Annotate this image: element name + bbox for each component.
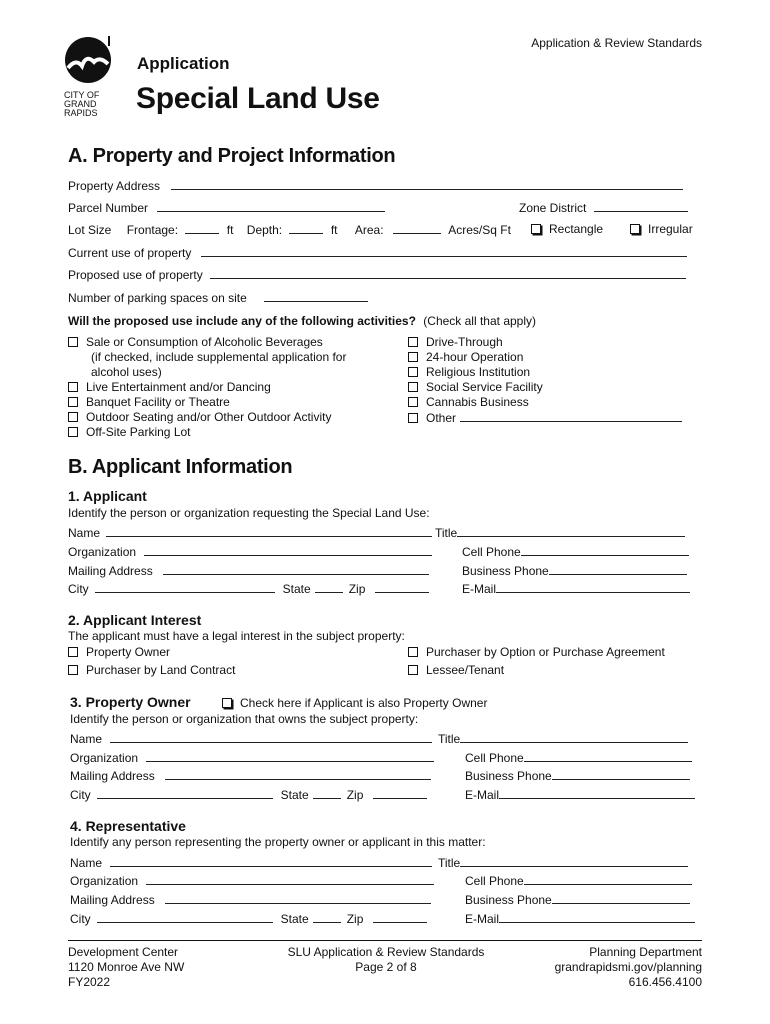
interest-land-contract: Purchaser by Land Contract [86, 663, 236, 677]
owner-title: 3. Property Owner [70, 694, 191, 710]
applicant-mailing-label: Mailing Address [68, 564, 153, 578]
other-input[interactable] [460, 410, 682, 422]
rep-cell-label: Cell Phone [465, 874, 524, 888]
activity-religious: Religious Institution [426, 365, 531, 379]
rep-business-label: Business Phone [465, 893, 552, 907]
property-owner-checkbox[interactable] [68, 647, 78, 657]
area-input[interactable] [393, 222, 441, 234]
section-a-title: A. Property and Project Information [68, 145, 396, 167]
owner-same-label: Check here if Applicant is also Property Owner [240, 696, 488, 710]
footer-divider [68, 940, 702, 941]
applicant-zip-input[interactable] [375, 581, 429, 593]
rep-org-label: Organization [70, 874, 139, 888]
rectangle-label: Rectangle [549, 222, 604, 236]
rep-org-input[interactable] [146, 873, 434, 885]
rep-mailing-label: Mailing Address [70, 893, 155, 907]
parcel-number-label: Parcel Number [68, 201, 149, 215]
owner-same-checkbox[interactable] [222, 698, 232, 708]
alcohol-checkbox[interactable] [68, 337, 78, 347]
interest-purchaser-option: Purchaser by Option or Purchase Agreement [426, 645, 665, 659]
frontage-input[interactable] [185, 222, 219, 234]
applicant-name-label: Name [68, 526, 101, 540]
activity-alcohol: Sale or Consumption of Alcoholic Beverages [86, 335, 323, 349]
applicant-email-input[interactable] [496, 581, 690, 593]
owner-desc: Identify the person or organization that owns the subject property: [70, 712, 419, 726]
owner-org-label: Organization [70, 751, 139, 765]
rep-business-input[interactable] [552, 892, 690, 904]
applicant-name-input[interactable] [106, 525, 432, 537]
page-title: Special Land Use [136, 82, 380, 115]
area-label: Area: [354, 223, 384, 237]
left-activities-list [68, 335, 346, 440]
owner-title-label: Title [438, 732, 461, 746]
proposed-use-label: Proposed use of property [68, 268, 203, 282]
owner-mailing-input[interactable] [165, 768, 431, 780]
applicant-zip-label: Zip [348, 582, 366, 596]
footer-right-2: grandrapidsmi.gov/planning [554, 960, 702, 974]
parcel-number-input[interactable] [157, 200, 385, 212]
rep-title: 4. Representative [70, 818, 186, 834]
activity-other: Other [426, 411, 457, 425]
applicant-state-input[interactable] [315, 581, 343, 593]
applicant-desc: Identify the person or organization requesting the Special Land Use: [68, 506, 430, 520]
activity-outdoor-seating: Outdoor Seating and/or Other Outdoor Activity [86, 410, 332, 424]
rep-desc: Identify any person representing the property owner or applicant in this matter: [70, 835, 486, 849]
rep-city-input[interactable] [97, 911, 273, 923]
activity-alcohol-note-1: (if checked, include supplemental application for [91, 350, 347, 364]
drive-through-checkbox[interactable] [408, 337, 418, 347]
frontage-unit: ft [226, 223, 234, 237]
owner-cell-label: Cell Phone [465, 751, 524, 765]
applicant-title-input[interactable] [457, 525, 685, 537]
owner-zip-input[interactable] [373, 787, 427, 799]
proposed-use-input[interactable] [210, 267, 686, 279]
owner-email-label: E-Mail [465, 788, 500, 802]
section-b-title: B. Applicant Information [68, 456, 293, 478]
applicant-org-label: Organization [68, 545, 137, 559]
social-service-checkbox[interactable] [408, 382, 418, 392]
interest-property-owner: Property Owner [86, 645, 171, 659]
owner-state-input[interactable] [313, 787, 341, 799]
owner-business-label: Business Phone [465, 769, 552, 783]
page-kicker: Application [137, 54, 230, 73]
irregular-label: Irregular [648, 222, 693, 236]
applicant-cell-label: Cell Phone [462, 545, 521, 559]
right-activities-list [408, 335, 682, 425]
applicant-org-input[interactable] [144, 544, 432, 556]
property-address-label: Property Address [68, 179, 161, 193]
footer-left-1: Development Center [68, 945, 179, 959]
logo-text-3: RAPIDS [64, 108, 98, 118]
footer-left [68, 945, 184, 990]
owner-name-label: Name [70, 732, 103, 746]
irregular-checkbox[interactable] [630, 224, 640, 234]
footer-left-3: FY2022 [68, 975, 111, 989]
footer-right-1: Planning Department [589, 945, 702, 959]
purchaser-option-checkbox[interactable] [408, 647, 418, 657]
outdoor-seating-checkbox[interactable] [68, 412, 78, 422]
applicant-city-label: City [68, 582, 89, 596]
rep-mailing-input[interactable] [165, 892, 431, 904]
owner-zip-label: Zip [346, 788, 364, 802]
rep-city-label: City [70, 912, 91, 926]
city-logo [64, 36, 114, 118]
depth-unit: ft [330, 223, 338, 237]
cannabis-checkbox[interactable] [408, 397, 418, 407]
applicant-mailing-input[interactable] [163, 563, 429, 575]
top-right-label: Application & Review Standards [531, 36, 702, 50]
offsite-parking-checkbox[interactable] [68, 427, 78, 437]
property-address-input[interactable] [171, 178, 683, 190]
applicant-title: 1. Applicant [68, 488, 147, 504]
owner-business-input[interactable] [552, 768, 690, 780]
applicant-business-input[interactable] [549, 563, 687, 575]
acres-label: Acres/Sq Ft [448, 223, 511, 237]
owner-email-input[interactable] [499, 787, 695, 799]
live-entertainment-checkbox[interactable] [68, 382, 78, 392]
land-contract-checkbox[interactable] [68, 665, 78, 675]
interest-lessee: Lessee/Tenant [426, 663, 505, 677]
rep-title-input[interactable] [460, 855, 688, 867]
rep-name-label: Name [70, 856, 103, 870]
footer-center-2: Page 2 of 8 [355, 960, 417, 974]
owner-title-input[interactable] [460, 731, 688, 743]
activity-offsite-parking: Off-Site Parking Lot [86, 425, 191, 439]
parking-label: Number of parking spaces on site [68, 291, 247, 305]
activity-alcohol-note-2: alcohol uses) [91, 365, 162, 379]
frontage-label: Frontage: [126, 223, 179, 237]
depth-input[interactable] [289, 222, 323, 234]
owner-mailing-label: Mailing Address [70, 769, 155, 783]
owner-cell-input[interactable] [524, 750, 692, 762]
activities-hint: (Check all that apply) [423, 314, 536, 328]
lessee-checkbox[interactable] [408, 665, 418, 675]
parking-input[interactable] [264, 290, 368, 302]
interest-title: 2. Applicant Interest [68, 612, 202, 628]
activity-drive-through: Drive-Through [426, 335, 503, 349]
rep-state-label: State [280, 912, 309, 926]
rep-state-input[interactable] [313, 911, 341, 923]
applicant-email-label: E-Mail [462, 582, 497, 596]
activity-24-hour: 24-hour Operation [426, 350, 524, 364]
zone-district-label: Zone District [519, 201, 587, 215]
banquet-checkbox[interactable] [68, 397, 78, 407]
rep-email-label: E-Mail [465, 912, 500, 926]
rep-email-input[interactable] [499, 911, 695, 923]
rectangle-checkbox[interactable] [531, 224, 541, 234]
zone-district-input[interactable] [594, 200, 688, 212]
lot-size-label: Lot Size [68, 223, 112, 237]
activity-cannabis: Cannabis Business [426, 395, 529, 409]
current-use-input[interactable] [201, 245, 687, 257]
activities-question: Will the proposed use include any of the following activities? [68, 314, 416, 328]
rep-cell-input[interactable] [524, 873, 692, 885]
applicant-cell-input[interactable] [521, 544, 689, 556]
owner-state-label: State [280, 788, 309, 802]
footer-left-2: 1120 Monroe Ave NW [68, 960, 185, 974]
footer-center-1: SLU Application & Review Standards [287, 945, 485, 959]
footer-center [286, 945, 486, 975]
rep-zip-input[interactable] [373, 911, 427, 923]
logo-text-2: GRAND [64, 99, 97, 109]
applicant-business-label: Business Phone [462, 564, 549, 578]
religious-checkbox[interactable] [408, 367, 418, 377]
logo-text-1: CITY OF [64, 90, 100, 100]
rep-zip-label: Zip [346, 912, 364, 926]
footer-right [555, 945, 702, 990]
footer-right-3: 616.456.4100 [628, 975, 702, 989]
current-use-label: Current use of property [68, 246, 192, 260]
applicant-state-label: State [282, 582, 311, 596]
activity-live-entertainment: Live Entertainment and/or Dancing [86, 380, 271, 394]
activity-social-service: Social Service Facility [426, 380, 543, 394]
activity-banquet: Banquet Facility or Theatre [86, 395, 230, 409]
owner-name-input[interactable] [110, 731, 432, 743]
rep-title-label: Title [438, 856, 461, 870]
owner-org-input[interactable] [146, 750, 434, 762]
owner-city-input[interactable] [97, 787, 273, 799]
applicant-title-label: Title [435, 526, 458, 540]
rep-name-input[interactable] [110, 855, 432, 867]
applicant-city-input[interactable] [95, 581, 275, 593]
interest-desc: The applicant must have a legal interest in the subject property: [68, 629, 405, 643]
depth-label: Depth: [246, 223, 283, 237]
city-logo-mark-icon [64, 36, 114, 86]
24-hour-checkbox[interactable] [408, 352, 418, 362]
other-checkbox[interactable] [408, 413, 418, 423]
owner-city-label: City [70, 788, 91, 802]
